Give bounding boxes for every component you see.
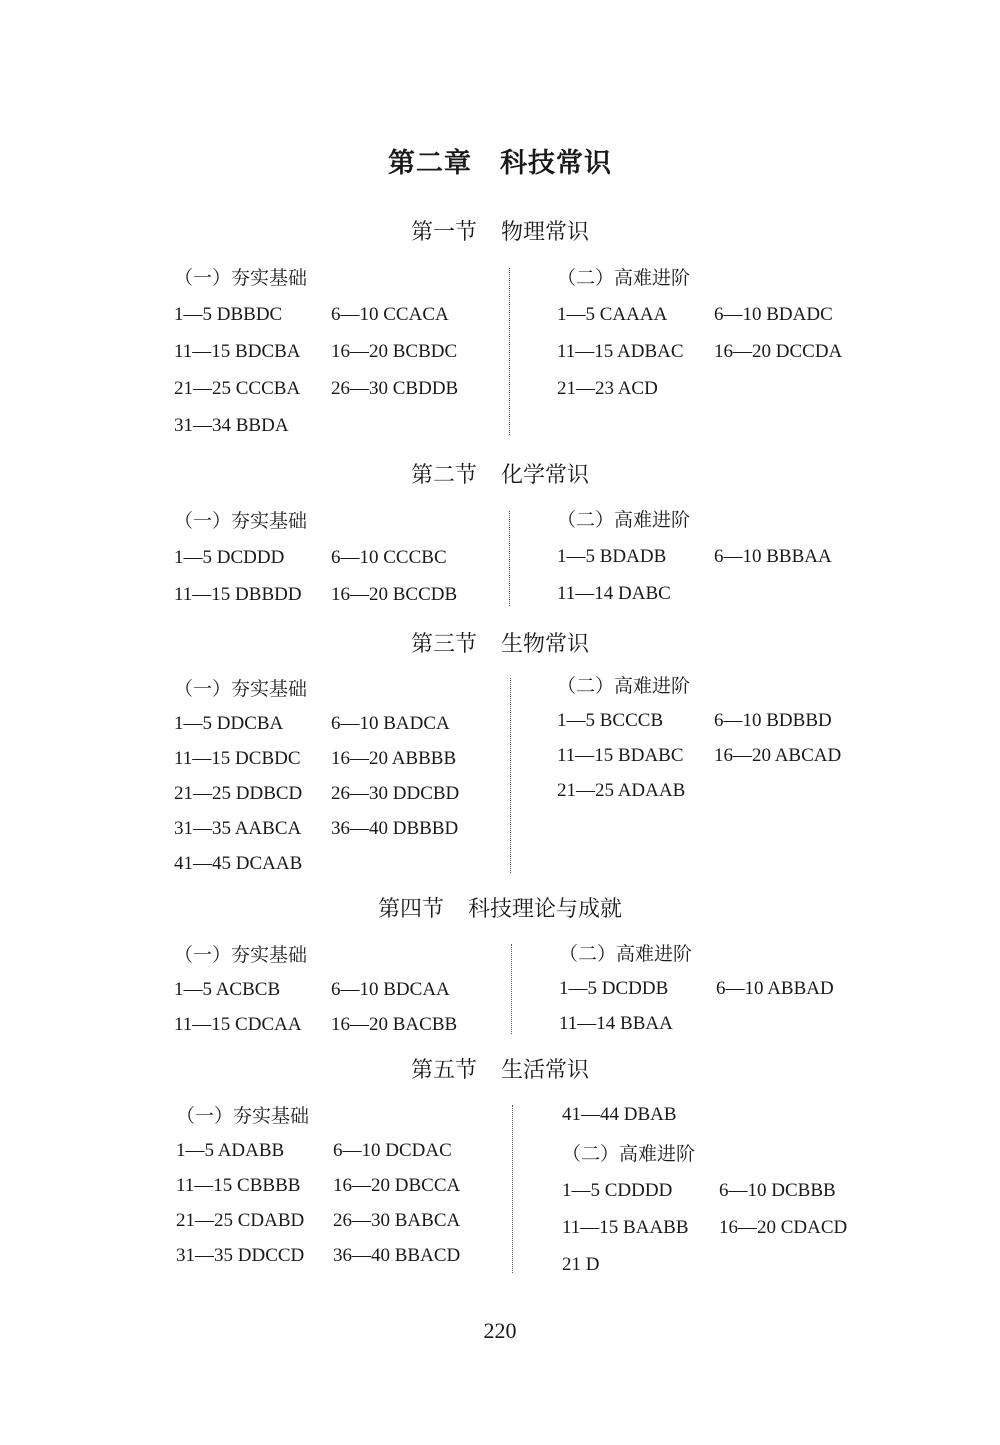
answer-row	[176, 1241, 460, 1276]
section-title-biology	[0, 630, 1000, 660]
subsection-label: （二）高难进阶	[557, 267, 691, 289]
subsection-label: （一）夯实基础	[174, 267, 308, 289]
answers-advanced-tech-theory	[559, 939, 834, 1044]
answer-group: 16—20 BCCDB	[331, 584, 458, 605]
answer-group: 11—14 BBAA	[559, 1013, 673, 1034]
answer-group: 36—40 DBBBD	[331, 818, 459, 839]
answer-group: 31—35 AABCA	[174, 818, 302, 839]
answer-group: 21—25 CDABD	[176, 1210, 305, 1231]
answer-group: 11—15 BDCBA	[174, 341, 301, 362]
section-number: 第一节	[410, 220, 477, 245]
column-divider	[511, 944, 512, 1034]
answer-group: 1—5 DCDDB	[559, 978, 669, 999]
answer-row	[559, 974, 834, 1009]
answers-basic-chemistry	[174, 506, 457, 617]
column-divider	[509, 268, 510, 435]
section-name: 化学常识	[501, 463, 590, 488]
answer-group: 16—20 BCBDC	[331, 341, 458, 362]
answer-group: 36—40 BBACD	[333, 1245, 461, 1266]
answer-group: 31—34 BBDA	[174, 415, 289, 436]
answer-group: 1—5 DBBDC	[174, 304, 283, 325]
section-title-tech-theory	[0, 895, 1000, 925]
answers-basic-life	[176, 1101, 460, 1276]
answer-group: 16—20 DCCDA	[714, 341, 843, 362]
subsection-label: （一）夯实基础	[176, 1105, 310, 1127]
answer-row	[174, 975, 457, 1010]
answer-group: 1—5 ACBCB	[174, 979, 281, 1000]
answer-group: 11—15 DBBDD	[174, 584, 302, 605]
section-number: 第二节	[410, 463, 477, 488]
column-divider	[510, 678, 511, 873]
answer-group: 1—5 BCCCB	[557, 710, 664, 731]
answer-row	[176, 1206, 460, 1241]
answer-group: 21—25 ADAAB	[557, 780, 686, 801]
answer-row	[176, 1171, 460, 1206]
answer-row	[174, 374, 458, 411]
section-name: 物理常识	[501, 220, 590, 245]
answer-row	[174, 411, 458, 448]
subsection-label: （一）夯实基础	[174, 678, 308, 700]
answer-row	[557, 542, 832, 579]
answer-group: 11—15 BDABC	[557, 745, 684, 766]
answer-group: 1—5 DCDDD	[174, 547, 285, 568]
answer-row	[174, 709, 459, 744]
section-number: 第四节	[377, 897, 444, 922]
answer-group: 21 D	[562, 1254, 600, 1275]
answer-group: 26—30 BABCA	[333, 1210, 461, 1231]
answer-row	[174, 300, 458, 337]
answer-group: 1—5 CAAAA	[557, 304, 668, 325]
answer-row	[557, 337, 842, 374]
answer-group: 6—10 BBBAA	[714, 546, 832, 567]
answer-group: 11—15 CDCAA	[174, 1014, 302, 1035]
answer-row	[557, 741, 841, 776]
answer-row	[562, 1176, 847, 1213]
answer-group: 6—10 CCCBC	[331, 547, 447, 568]
answer-group: 1—5 ADABB	[176, 1140, 285, 1161]
answer-row	[557, 579, 832, 616]
answer-row	[562, 1250, 847, 1287]
section-name: 生活常识	[501, 1058, 590, 1083]
answer-row	[174, 580, 457, 617]
subsection-label: （一）夯实基础	[174, 510, 308, 532]
answer-group: 11—15 CBBBB	[176, 1175, 301, 1196]
answer-group: 6—10 BDCAA	[331, 979, 450, 1000]
answer-group: 31—35 DDCCD	[176, 1245, 305, 1266]
answer-row	[557, 706, 841, 741]
answer-row	[174, 1010, 457, 1045]
answer-row	[174, 779, 459, 814]
section-name: 生物常识	[501, 632, 590, 657]
section-number: 第三节	[410, 632, 477, 657]
answer-group: 6—10 BDADC	[714, 304, 833, 325]
subsection-label: （二）高难进阶	[557, 509, 691, 531]
answers-advanced-chemistry	[557, 505, 832, 616]
column-divider	[509, 511, 510, 606]
subsection-label: （二）高难进阶	[557, 675, 691, 697]
answer-row	[557, 776, 841, 811]
answer-group: 6—10 DCDAC	[333, 1140, 452, 1161]
answer-row	[557, 300, 842, 337]
answer-group: 11—15 BAABB	[562, 1217, 689, 1238]
answer-row	[562, 1100, 847, 1139]
answer-group: 11—15 ADBAC	[557, 341, 684, 362]
answers-advanced-physics	[557, 263, 842, 411]
answer-group: 21—25 DDBCD	[174, 783, 303, 804]
answers-advanced-biology	[557, 671, 841, 811]
answer-group: 16—20 ABBBB	[331, 748, 457, 769]
answers-right-life	[562, 1100, 847, 1287]
subsection-label: （一）夯实基础	[174, 944, 308, 966]
answer-row	[562, 1213, 847, 1250]
answer-group: 11—14 DABC	[557, 583, 671, 604]
answer-group: 16—20 BACBB	[331, 1014, 458, 1035]
answer-group: 6—10 BDBBD	[714, 710, 832, 731]
answer-group: 11—15 DCBDC	[174, 748, 301, 769]
answer-group: 26—30 DDCBD	[331, 783, 460, 804]
answer-group: 16—20 DBCCA	[333, 1175, 461, 1196]
answer-group: 16—20 ABCAD	[714, 745, 842, 766]
answer-row	[174, 543, 457, 580]
page-number: 220	[483, 1318, 517, 1343]
answer-group: 6—10 ABBAD	[716, 978, 834, 999]
answers-basic-tech-theory	[174, 940, 457, 1045]
answer-group: 41—44 DBAB	[562, 1104, 677, 1125]
section-title-chemistry	[0, 461, 1000, 491]
answer-row	[557, 374, 842, 411]
answer-group: 21—23 ACD	[557, 378, 658, 399]
answer-row	[174, 814, 459, 849]
answer-group: 1—5 BDADB	[557, 546, 667, 567]
column-divider	[512, 1105, 513, 1273]
answer-group: 21—25 CCCBA	[174, 378, 301, 399]
answer-group: 6—10 CCACA	[331, 304, 449, 325]
answer-group: 16—20 CDACD	[719, 1217, 848, 1238]
section-title-physics	[0, 218, 1000, 248]
subsection-label: （二）高难进阶	[559, 943, 693, 965]
answer-row	[559, 1009, 834, 1044]
answers-basic-biology	[174, 674, 459, 884]
section-title-life	[0, 1056, 1000, 1086]
answers-basic-physics	[174, 263, 458, 448]
section-name: 科技理论与成就	[468, 897, 623, 922]
section-number: 第五节	[410, 1058, 477, 1083]
answer-row	[174, 744, 459, 779]
answer-row	[174, 849, 459, 884]
subsection-label: （二）高难进阶	[562, 1143, 696, 1165]
answer-row	[174, 337, 458, 374]
answer-group: 26—30 CBDDB	[331, 378, 459, 399]
answer-group: 6—10 DCBBB	[719, 1180, 836, 1201]
answer-group: 1—5 DDCBA	[174, 713, 284, 734]
answer-group: 1—5 CDDDD	[562, 1180, 673, 1201]
answer-row	[176, 1136, 460, 1171]
answer-group: 41—45 DCAAB	[174, 853, 303, 874]
chapter-title: 第二章 科技常识	[388, 148, 612, 179]
answer-group: 6—10 BADCA	[331, 713, 450, 734]
